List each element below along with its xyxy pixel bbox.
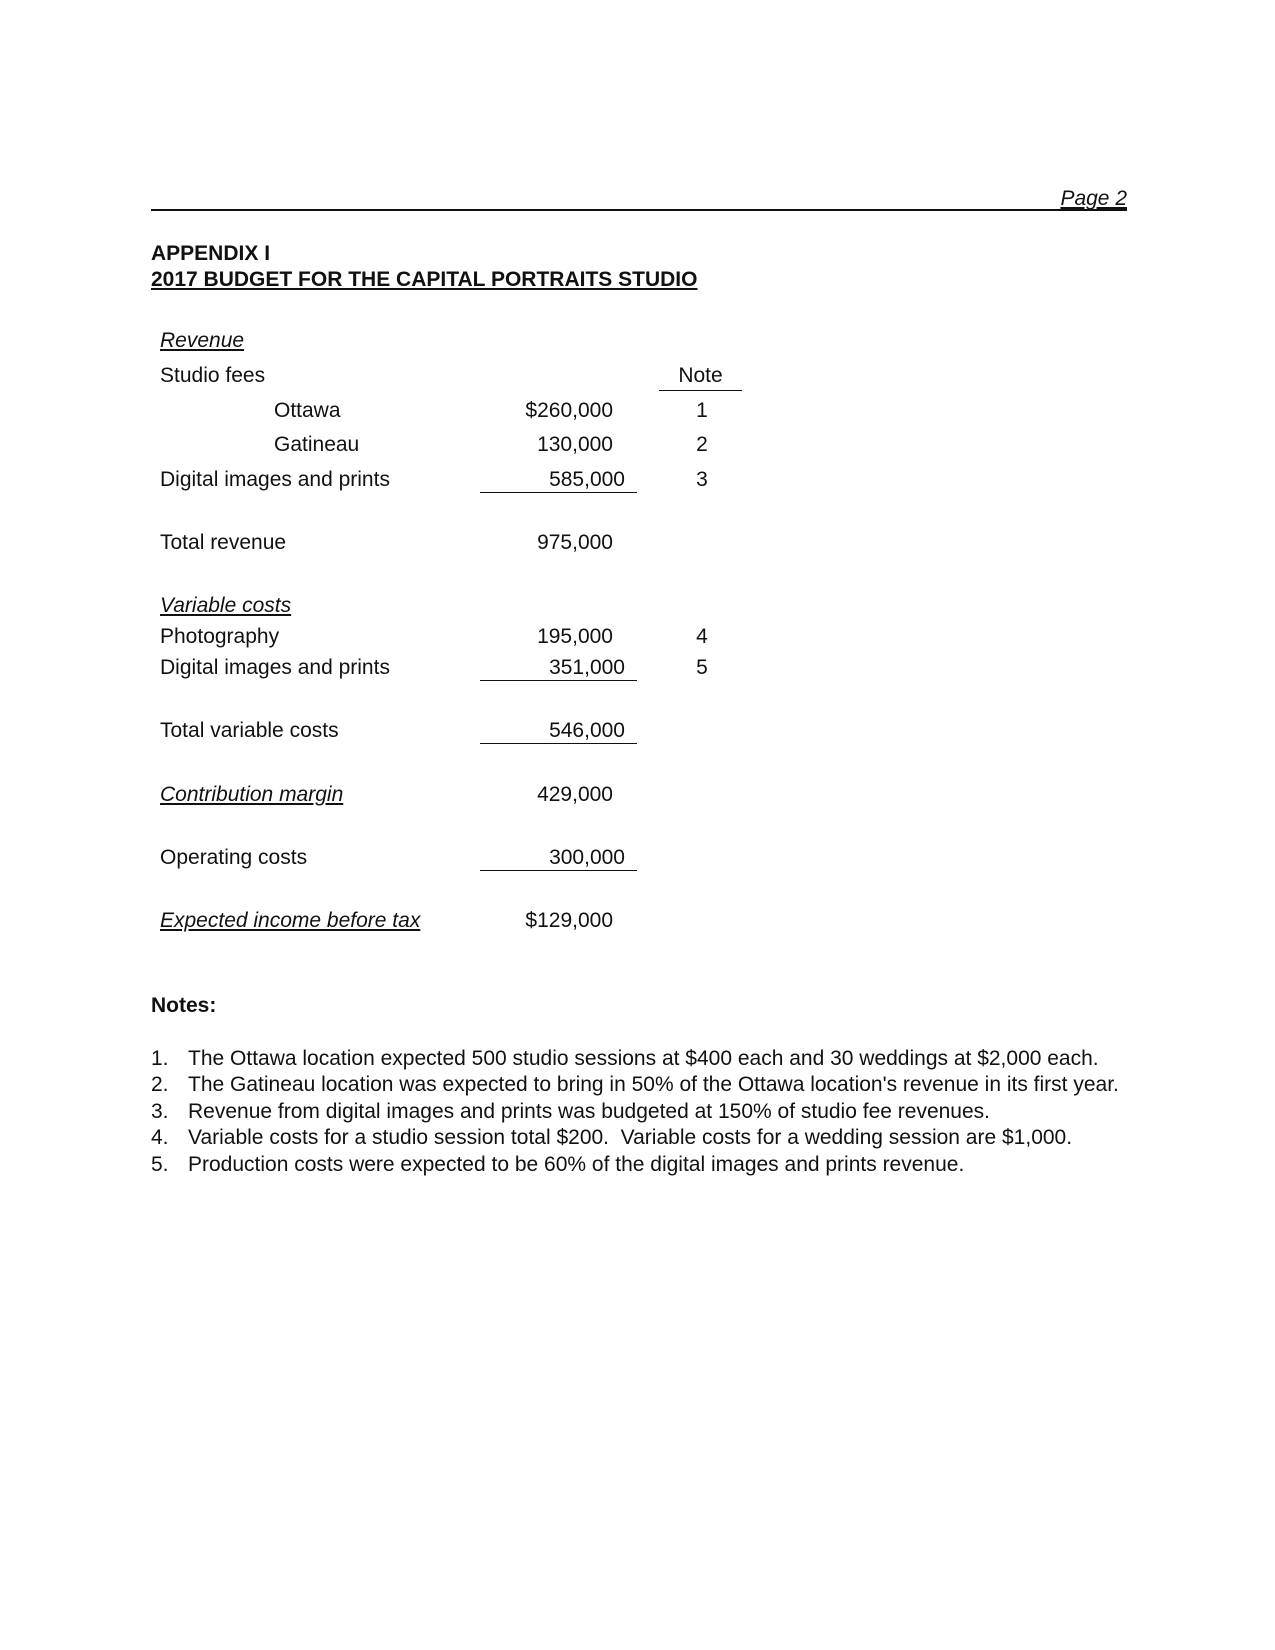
note-item [151, 1125, 1127, 1151]
appendix-heading: APPENDIX I [151, 242, 271, 265]
note-text: Variable costs for a studio session total $200. Variable costs for a wedding session are $1,000. [188, 1126, 1073, 1150]
income-label: Expected income before tax [160, 909, 421, 932]
income-amount: $129,000 [525, 909, 613, 932]
variable-costs-heading: Variable costs [160, 594, 292, 617]
note-text: The Gatineau location was expected to bring in 50% of the Ottawa location's revenue in its first year. [188, 1073, 1119, 1097]
photography-label: Photography [160, 625, 280, 648]
note-text: Revenue from digital images and prints was budgeted at 150% of studio fee revenues. [188, 1099, 990, 1123]
photography-note: 4 [696, 625, 708, 648]
ottawa-amount: $260,000 [525, 399, 613, 422]
studio-fees-label: Studio fees [160, 364, 266, 387]
gatineau-note: 2 [696, 433, 708, 456]
photography-amount: 195,000 [537, 625, 613, 648]
total-variable-amount: 546,000 [480, 720, 637, 744]
total-revenue-label: Total revenue [160, 531, 287, 554]
operating-costs-label: Operating costs [160, 846, 308, 869]
ottawa-note: 1 [696, 399, 708, 422]
total-revenue-amount: 975,000 [537, 531, 613, 554]
contribution-margin-label: Contribution margin [160, 783, 344, 806]
operating-costs-amount: 300,000 [480, 847, 637, 871]
ottawa-label: Ottawa [274, 399, 341, 422]
note-text: Production costs were expected to be 60% of the digital images and prints revenue. [188, 1152, 965, 1176]
header-rule [151, 209, 1127, 211]
digital-costs-amount: 351,000 [480, 657, 637, 681]
note-number: 2. [151, 1073, 169, 1097]
note-number: 5. [151, 1152, 169, 1176]
digital-revenue-note: 3 [696, 468, 708, 491]
gatineau-label: Gatineau [274, 433, 360, 456]
note-number: 4. [151, 1126, 169, 1150]
digital-revenue-label: Digital images and prints [160, 468, 390, 491]
total-variable-label: Total variable costs [160, 719, 339, 742]
note-column-header: Note [659, 365, 742, 391]
note-text: The Ottawa location expected 500 studio sessions at $400 each and 30 weddings at $2,000 each. [188, 1047, 1099, 1070]
note-item [151, 1152, 1127, 1178]
note-item [151, 1072, 1127, 1098]
gatineau-amount: 130,000 [537, 433, 613, 456]
digital-revenue-amount: 585,000 [480, 469, 637, 493]
digital-costs-label: Digital images and prints [160, 656, 390, 679]
notes-heading: Notes: [151, 994, 217, 1017]
notes-list [151, 1046, 1127, 1178]
page-number: Page 2 [1060, 187, 1127, 210]
note-item [151, 1099, 1127, 1125]
note-item [151, 1046, 1127, 1072]
contribution-margin-amount: 429,000 [537, 783, 613, 806]
digital-costs-note: 5 [696, 656, 708, 679]
note-number: 3. [151, 1099, 169, 1123]
revenue-heading: Revenue [160, 329, 245, 352]
document-title: 2017 BUDGET FOR THE CAPITAL PORTRAITS STUDIO [151, 268, 698, 291]
note-number: 1. [151, 1047, 169, 1070]
